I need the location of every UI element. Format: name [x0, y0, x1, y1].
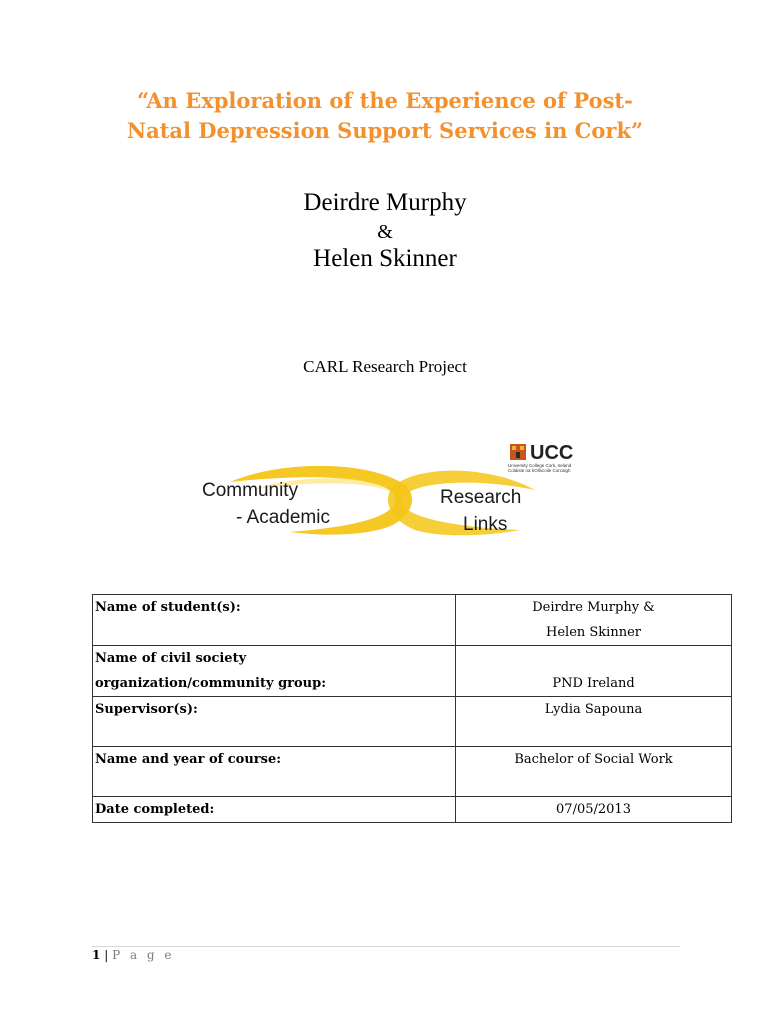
table-row — [93, 595, 732, 646]
row-value-line-2: Helen Skinner — [546, 625, 641, 640]
row-label-line-1: Name of civil society — [95, 651, 247, 666]
row-label-line-2: organization/community group: — [95, 676, 327, 691]
logo-links: Links — [463, 514, 508, 535]
row-label: Name and year of course: — [93, 747, 456, 797]
title-line-1: “An Exploration of the Experience of Post- — [137, 88, 633, 113]
table-row — [93, 747, 732, 797]
ucc-wordmark: UCC — [530, 442, 574, 464]
table-row — [93, 797, 732, 823]
row-value: Lydia Sapouna — [456, 697, 732, 747]
project-info-table — [92, 594, 732, 823]
table-row — [93, 646, 732, 697]
row-value — [456, 595, 732, 646]
ucc-crest-icon — [509, 443, 527, 461]
table-row — [93, 697, 732, 747]
row-value: Bachelor of Social Work — [456, 747, 732, 797]
row-label — [93, 646, 456, 697]
page-footer — [92, 948, 175, 962]
logo-academic: - Academic — [236, 507, 330, 528]
row-value-line-1: Deirdre Murphy & — [532, 600, 655, 615]
page-number: 1 — [92, 948, 101, 962]
ucc-subtitle — [508, 463, 578, 473]
title-line-2: Natal Depression Support Services in Cork” — [126, 118, 644, 143]
row-value: PND Ireland — [456, 646, 732, 697]
row-value: 07/05/2013 — [456, 797, 732, 823]
ucc-subtitle-line-2: Coláiste na hOllscoile Corcaigh — [508, 468, 571, 473]
page-separator: | — [104, 948, 109, 962]
page-label: P a g e — [112, 948, 175, 962]
project-name: CARL Research Project — [303, 357, 467, 376]
author-1: Deirdre Murphy — [303, 189, 467, 216]
document-title — [40, 86, 730, 146]
row-label: Supervisor(s): — [93, 697, 456, 747]
author-2: Helen Skinner — [313, 245, 457, 272]
ucc-subtitle-line-1: University College Cork, Ireland — [508, 463, 572, 468]
logo-research: Research — [440, 487, 522, 508]
row-label: Date completed: — [93, 797, 456, 823]
logo-community: Community — [202, 480, 299, 501]
author-ampersand: & — [377, 221, 393, 243]
row-label: Name of student(s): — [93, 595, 456, 646]
footer-divider — [92, 946, 680, 947]
